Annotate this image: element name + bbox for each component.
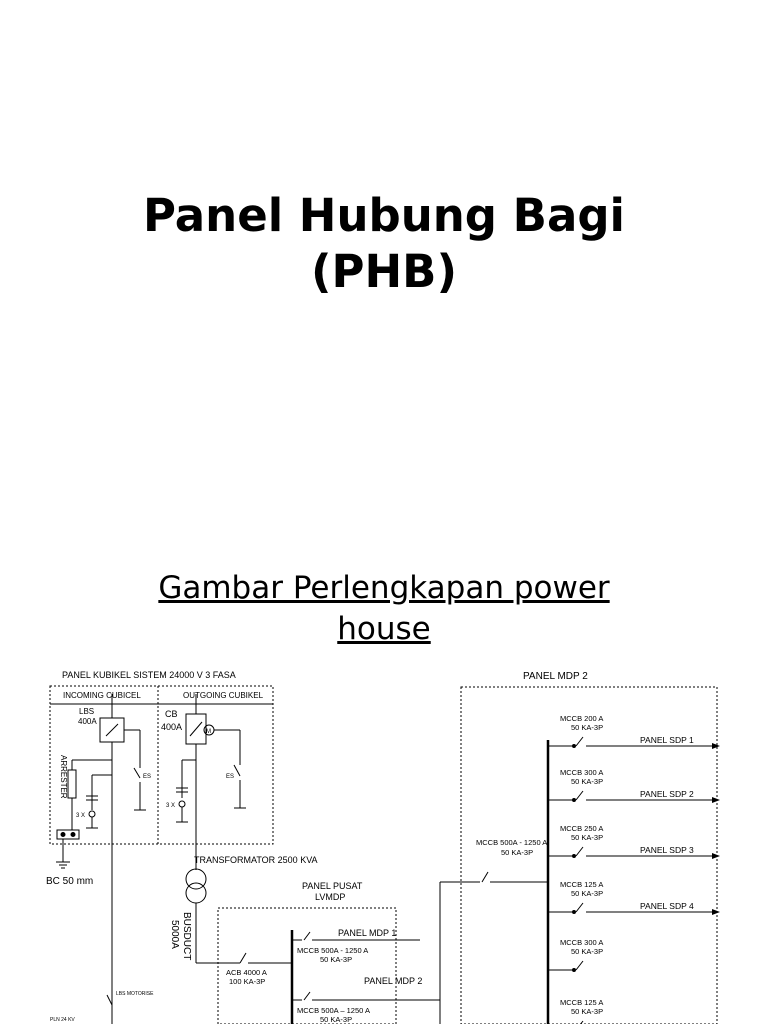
outgoing-label: OUTGOING CUBIKEL bbox=[183, 691, 264, 700]
lv-mccb-2: MCCB 500A – 1250 A bbox=[297, 1006, 370, 1015]
branch-mccb-ka: 50 KA-3P bbox=[571, 723, 604, 732]
branch-mccb-ka: 50 KA-3P bbox=[571, 833, 604, 842]
arrow-right-icon bbox=[712, 797, 720, 803]
lbs-label: LBS bbox=[79, 707, 95, 716]
kubikel-title: PANEL KUBIKEL SISTEM 24000 V 3 FASA bbox=[62, 670, 236, 680]
panel-mdp2-link-label: PANEL MDP 2 bbox=[364, 976, 423, 986]
arrow-right-icon bbox=[712, 853, 720, 859]
arrow-right-icon bbox=[712, 743, 720, 749]
lvmdp-title-2: LVMDP bbox=[315, 892, 346, 902]
lv-mccb-1-ka: 50 KA-3P bbox=[320, 955, 353, 964]
terminal-block bbox=[57, 830, 79, 839]
acb-label: ACB 4000 A bbox=[226, 968, 267, 977]
branch-mccb-label: MCCB 125 A bbox=[560, 998, 604, 1007]
acb-ka: 100 KA-3P bbox=[229, 977, 266, 986]
x3-label-1: 3 X bbox=[76, 813, 86, 819]
sdp-label: PANEL SDP 3 bbox=[640, 845, 694, 855]
branch-mccb-label: MCCB 200 A bbox=[560, 714, 604, 723]
es-label-2: ES bbox=[226, 774, 235, 780]
branch-mccb-label: MCCB 125 A bbox=[560, 880, 604, 889]
single-line-diagram bbox=[0, 650, 768, 1024]
sdp-label: PANEL SDP 4 bbox=[640, 901, 694, 911]
branch-mccb-ka: 50 KA-3P bbox=[571, 947, 604, 956]
motor-letter: M bbox=[206, 729, 211, 735]
title-line-2: (PHB) bbox=[310, 245, 458, 298]
slide-title bbox=[0, 188, 768, 300]
busduct-rating: 5000A bbox=[169, 920, 180, 949]
branch-mccb-label: MCCB 300 A bbox=[560, 938, 604, 947]
cb-label: CB bbox=[165, 709, 178, 719]
subtitle-line-1: Gambar Perlengkapan power bbox=[158, 570, 610, 606]
lvmdp-title-1: PANEL PUSAT bbox=[302, 881, 363, 891]
busduct-label: BUSDUCT bbox=[181, 912, 192, 961]
transformer-coil-2 bbox=[186, 883, 206, 903]
slide-subtitle bbox=[0, 568, 768, 650]
panel-mdp1-label: PANEL MDP 1 bbox=[338, 928, 397, 938]
branch-mccb-label: MCCB 250 A bbox=[560, 824, 604, 833]
x3-label-2: 3 X bbox=[166, 803, 176, 809]
lamp-icon-2 bbox=[179, 801, 185, 807]
bc-label: BC 50 mm bbox=[46, 876, 94, 887]
es-label-1: ES bbox=[143, 774, 152, 780]
arrester-label: ARRESTER bbox=[59, 755, 68, 799]
branch-mccb-ka: 50 KA-3P bbox=[571, 777, 604, 786]
lbs-rating: 400A bbox=[78, 717, 97, 726]
incoming-label: INCOMING CUBICEL bbox=[63, 691, 141, 700]
lbs-motorise-label: LBS MOTORISE bbox=[116, 991, 154, 997]
arrester-symbol bbox=[68, 770, 76, 798]
branch-mccb-label: MCCB 300 A bbox=[560, 768, 604, 777]
lamp-icon bbox=[89, 811, 95, 817]
title-line-1: Panel Hubung Bagi bbox=[143, 189, 625, 242]
main-mccb-ka: 50 KA-3P bbox=[501, 848, 534, 857]
cb-rating: 400A bbox=[161, 722, 183, 732]
lv-mccb-1: MCCB 500A - 1250 A bbox=[297, 946, 369, 955]
arrow-right-icon bbox=[712, 909, 720, 915]
transformator-label: TRANSFORMATOR 2500 KVA bbox=[194, 855, 318, 865]
lv-mccb-2-ka: 50 KA-3P bbox=[320, 1015, 353, 1024]
subtitle-line-2: house bbox=[337, 611, 431, 647]
mdp2-title: PANEL MDP 2 bbox=[523, 671, 588, 682]
branch-mccb-ka: 50 KA-3P bbox=[571, 889, 604, 898]
mdp2-branch bbox=[548, 961, 583, 972]
branch-mccb-ka: 50 KA-3P bbox=[571, 1007, 604, 1016]
sdp-label: PANEL SDP 2 bbox=[640, 789, 694, 799]
pln-label: PLN 24 KV bbox=[50, 1017, 75, 1023]
main-mccb-label: MCCB 500A - 1250 A bbox=[476, 838, 548, 847]
sdp-label: PANEL SDP 1 bbox=[640, 735, 694, 745]
